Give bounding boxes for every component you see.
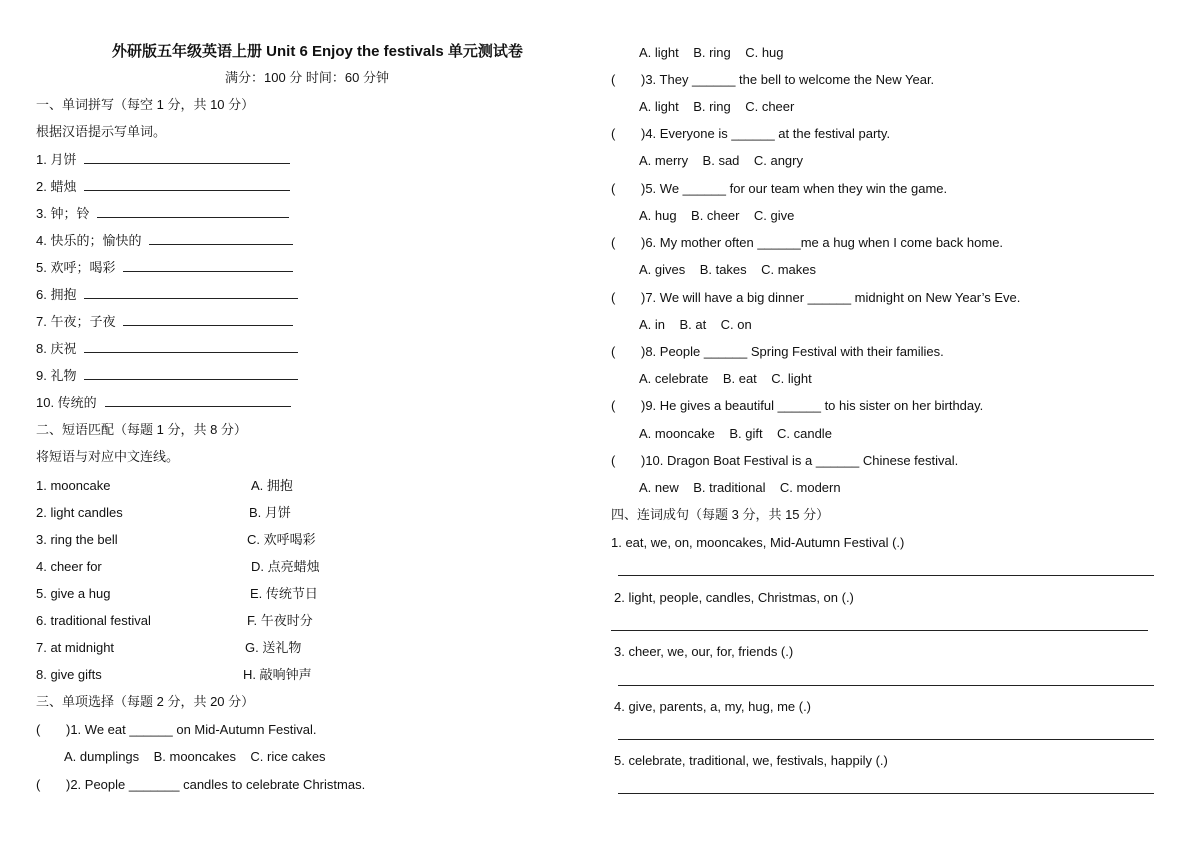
reorder-item: 5. celebrate, traditional, we, festivals, happily (.)	[614, 753, 888, 768]
spelling-item: 3. 钟；铃	[36, 205, 289, 222]
answer-blank[interactable]	[84, 151, 290, 164]
section3-heading: 三、单项选择（每题 2 分，共 20 分）	[36, 694, 255, 709]
match-left-item[interactable]: 3. ring the bell	[36, 532, 118, 547]
choice-question: ( )9. He gives a beautiful ______ to his sister on her birthday.	[611, 398, 984, 413]
sentence-answer-line[interactable]	[611, 630, 1148, 631]
match-right-item[interactable]: G. 送礼物	[245, 640, 302, 655]
sentence-answer-line[interactable]	[618, 739, 1154, 740]
match-right-item[interactable]: D. 点亮蜡烛	[251, 559, 320, 574]
answer-blank[interactable]	[84, 178, 290, 191]
section1-heading: 一、单词拼写（每空 1 分，共 10 分）	[36, 97, 255, 112]
answer-blank[interactable]	[123, 259, 293, 272]
choice-question: ( )4. Everyone is ______ at the festival party.	[611, 126, 891, 141]
sentence-answer-line[interactable]	[618, 793, 1154, 794]
choice-question: ( )1. We eat ______ on Mid-Autumn Festival.	[36, 722, 317, 737]
choice-question: ( )6. My mother often ______me a hug when I come back home.	[611, 235, 1004, 250]
spelling-item: 7. 午夜；子夜	[36, 313, 293, 330]
answer-blank[interactable]	[97, 205, 289, 218]
choice-question: ( )2. People _______ candles to celebrate Christmas.	[36, 777, 366, 792]
choice-options: A. mooncake B. gift C. candle	[639, 426, 832, 441]
reorder-item: 4. give, parents, a, my, hug, me (.)	[614, 699, 812, 714]
choice-question: ( )3. They ______ the bell to welcome the New Year.	[611, 72, 935, 87]
answer-blank[interactable]	[84, 340, 298, 353]
spelling-item: 4. 快乐的；愉快的	[36, 232, 293, 249]
match-left-item[interactable]: 6. traditional festival	[36, 613, 151, 628]
page-title: 外研版五年级英语上册 Unit 6 Enjoy the festivals 单元测试卷	[112, 43, 523, 60]
reorder-item: 2. light, people, candles, Christmas, on (.)	[614, 590, 854, 605]
choice-options: A. dumplings B. mooncakes C. rice cakes	[64, 749, 326, 764]
choice-options: A. hug B. cheer C. give	[639, 208, 795, 223]
match-left-item[interactable]: 4. cheer for	[36, 559, 102, 574]
match-right-item[interactable]: A. 拥抱	[251, 478, 293, 493]
page-subtitle: 满分：100 分 时间：60 分钟	[225, 70, 389, 85]
spelling-item: 5. 欢呼；喝彩	[36, 259, 293, 276]
match-right-item[interactable]: B. 月饼	[249, 505, 291, 520]
section1-instruction: 根据汉语提示写单词。	[36, 124, 167, 139]
choice-options: A. light B. ring C. hug	[639, 45, 784, 60]
choice-question: ( )5. We ______ for our team when they win the game.	[611, 181, 948, 196]
answer-blank[interactable]	[84, 286, 298, 299]
answer-blank[interactable]	[149, 232, 293, 245]
spelling-item: 2. 蜡烛	[36, 178, 290, 195]
spelling-item: 9. 礼物	[36, 367, 298, 384]
match-left-item[interactable]: 2. light candles	[36, 505, 123, 520]
choice-options: A. celebrate B. eat C. light	[639, 371, 812, 386]
choice-options: A. in B. at C. on	[639, 317, 752, 332]
choice-question: ( )8. People ______ Spring Festival with their families.	[611, 344, 944, 359]
section2-instruction: 将短语与对应中文连线。	[36, 449, 180, 464]
choice-question: ( )7. We will have a big dinner ______ midnight on New Year’s Eve.	[611, 290, 1021, 305]
reorder-item: 1. eat, we, on, mooncakes, Mid-Autumn Festival (.)	[611, 535, 905, 550]
choice-options: A. gives B. takes C. makes	[639, 262, 817, 277]
match-left-item[interactable]: 5. give a hug	[36, 586, 111, 601]
choice-options: A. light B. ring C. cheer	[639, 99, 795, 114]
spelling-item: 8. 庆祝	[36, 340, 298, 357]
match-right-item[interactable]: H. 敲响钟声	[243, 667, 312, 682]
spelling-item: 10. 传统的	[36, 394, 291, 411]
sentence-answer-line[interactable]	[618, 575, 1154, 576]
match-right-item[interactable]: E. 传统节日	[250, 586, 318, 601]
match-right-item[interactable]: C. 欢呼喝彩	[247, 532, 316, 547]
choice-options: A. new B. traditional C. modern	[639, 480, 841, 495]
spelling-item: 1. 月饼	[36, 151, 290, 168]
answer-blank[interactable]	[105, 394, 291, 407]
section2-heading: 二、短语匹配（每题 1 分，共 8 分）	[36, 422, 247, 437]
answer-blank[interactable]	[123, 313, 293, 326]
answer-blank[interactable]	[84, 367, 298, 380]
section4-heading: 四、连词成句（每题 3 分，共 15 分）	[611, 507, 830, 522]
match-left-item[interactable]: 8. give gifts	[36, 667, 102, 682]
match-right-item[interactable]: F. 午夜时分	[247, 613, 313, 628]
reorder-item: 3. cheer, we, our, for, friends (.)	[614, 644, 794, 659]
choice-options: A. merry B. sad C. angry	[639, 153, 803, 168]
match-left-item[interactable]: 1. mooncake	[36, 478, 111, 493]
spelling-item: 6. 拥抱	[36, 286, 298, 303]
sentence-answer-line[interactable]	[618, 685, 1154, 686]
match-left-item[interactable]: 7. at midnight	[36, 640, 115, 655]
choice-question: ( )10. Dragon Boat Festival is a ______ Chinese festival.	[611, 453, 959, 468]
